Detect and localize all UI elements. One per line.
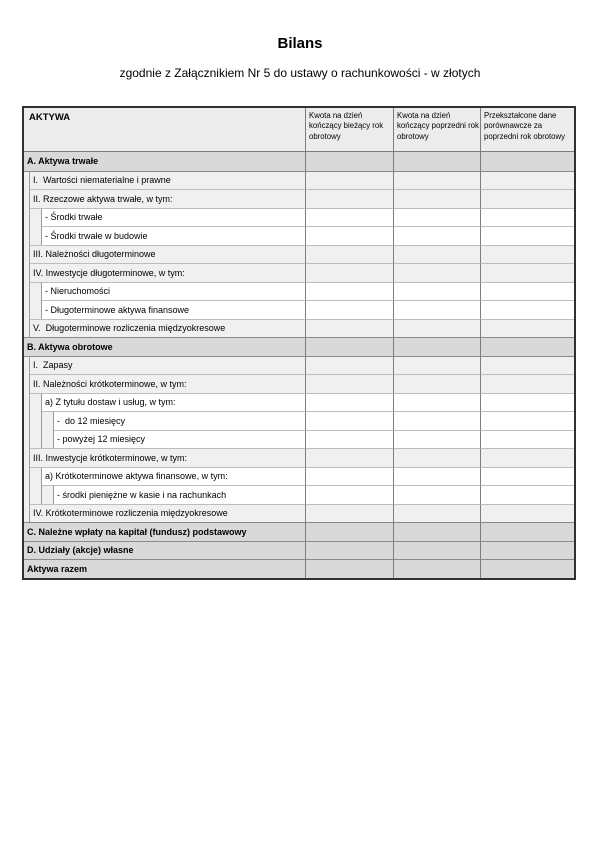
document-title: Bilans	[277, 35, 323, 52]
table-row	[24, 448, 574, 467]
amount-cell-restated[interactable]	[480, 300, 574, 319]
table-row	[24, 559, 574, 578]
table-row	[24, 485, 574, 504]
amount-cell-current[interactable]	[305, 171, 393, 190]
table-row	[24, 245, 574, 264]
amount-cell-previous[interactable]	[393, 319, 480, 338]
indent-gutter	[42, 411, 54, 430]
amount-cell-current[interactable]	[305, 356, 393, 375]
amount-cell-previous[interactable]	[393, 393, 480, 412]
row-label: IV. Krótkoterminowe rozliczenia międzyokresowe	[30, 504, 305, 523]
amount-cell-previous[interactable]	[393, 374, 480, 393]
amount-cell-previous[interactable]	[393, 245, 480, 264]
table-row	[24, 411, 574, 430]
table-header-row	[24, 108, 574, 152]
amount-cell-previous[interactable]	[393, 152, 480, 171]
table-row	[24, 263, 574, 282]
amount-cell-previous[interactable]	[393, 411, 480, 430]
row-label: - Długoterminowe aktywa finansowe	[42, 300, 305, 319]
amount-cell-current[interactable]	[305, 319, 393, 338]
table-body	[24, 152, 574, 578]
amount-cell-previous[interactable]	[393, 189, 480, 208]
indent-gutter	[30, 226, 42, 245]
amount-cell-restated[interactable]	[480, 189, 574, 208]
amount-cell-current[interactable]	[305, 448, 393, 467]
amount-cell-restated[interactable]	[480, 411, 574, 430]
amount-cell-restated[interactable]	[480, 226, 574, 245]
amount-cell-restated[interactable]	[480, 208, 574, 227]
table-row	[24, 171, 574, 190]
amount-cell-restated[interactable]	[480, 356, 574, 375]
table-row	[24, 356, 574, 375]
column-header-current-year: Kwota na dzień kończący bieżący rok obrotowy	[305, 108, 393, 151]
amount-cell-current[interactable]	[305, 541, 393, 560]
indent-gutter	[42, 485, 54, 504]
amount-cell-previous[interactable]	[393, 208, 480, 227]
indent-gutter	[30, 411, 42, 430]
amount-cell-restated[interactable]	[480, 245, 574, 264]
amount-cell-current[interactable]	[305, 522, 393, 541]
table-row	[24, 337, 574, 356]
row-label: - powyżej 12 miesięcy	[54, 430, 305, 449]
table-row	[24, 393, 574, 412]
amount-cell-previous[interactable]	[393, 541, 480, 560]
amount-cell-restated[interactable]	[480, 152, 574, 171]
amount-cell-previous[interactable]	[393, 300, 480, 319]
amount-cell-current[interactable]	[305, 337, 393, 356]
column-header-restated-data: Przekształcone dane porównawcze za poprzedni rok obrotowy	[480, 108, 574, 151]
row-label: I. Zapasy	[30, 356, 305, 375]
amount-cell-previous[interactable]	[393, 522, 480, 541]
amount-cell-previous[interactable]	[393, 504, 480, 523]
amount-cell-restated[interactable]	[480, 541, 574, 560]
table-row	[24, 522, 574, 541]
row-label: C. Należne wpłaty na kapitał (fundusz) podstawowy	[24, 522, 305, 541]
amount-cell-current[interactable]	[305, 226, 393, 245]
row-label: II. Rzeczowe aktywa trwałe, w tym:	[30, 189, 305, 208]
amount-cell-current[interactable]	[305, 559, 393, 578]
amount-cell-restated[interactable]	[480, 485, 574, 504]
amount-cell-restated[interactable]	[480, 504, 574, 523]
amount-cell-current[interactable]	[305, 245, 393, 264]
amount-cell-restated[interactable]	[480, 430, 574, 449]
row-label: II. Należności krótkoterminowe, w tym:	[30, 374, 305, 393]
amount-cell-previous[interactable]	[393, 171, 480, 190]
indent-gutter	[42, 430, 54, 449]
amount-cell-current[interactable]	[305, 189, 393, 208]
row-label: - do 12 miesięcy	[54, 411, 305, 430]
table-row	[24, 189, 574, 208]
amount-cell-current[interactable]	[305, 300, 393, 319]
row-label: III. Inwestycje krótkoterminowe, w tym:	[30, 448, 305, 467]
table-row	[24, 319, 574, 338]
table-row	[24, 226, 574, 245]
balance-sheet-table	[22, 106, 576, 580]
row-label: - środki pieniężne w kasie i na rachunkach	[54, 485, 305, 504]
amount-cell-restated[interactable]	[480, 171, 574, 190]
amount-cell-restated[interactable]	[480, 337, 574, 356]
row-label: - Nieruchomości	[42, 282, 305, 301]
amount-cell-previous[interactable]	[393, 467, 480, 486]
row-label: A. Aktywa trwałe	[24, 152, 305, 171]
indent-gutter	[30, 282, 42, 301]
table-row	[24, 152, 574, 171]
row-label: - Środki trwałe	[42, 208, 305, 227]
table-row	[24, 374, 574, 393]
row-label: D. Udziały (akcje) własne	[24, 541, 305, 560]
amount-cell-current[interactable]	[305, 504, 393, 523]
amount-cell-current[interactable]	[305, 374, 393, 393]
amount-cell-previous[interactable]	[393, 356, 480, 375]
amount-cell-restated[interactable]	[480, 467, 574, 486]
amount-cell-current[interactable]	[305, 152, 393, 171]
table-row	[24, 504, 574, 523]
amount-cell-current[interactable]	[305, 263, 393, 282]
amount-cell-restated[interactable]	[480, 559, 574, 578]
amount-cell-current[interactable]	[305, 430, 393, 449]
row-label: - Środki trwałe w budowie	[42, 226, 305, 245]
table-row	[24, 467, 574, 486]
row-label: B. Aktywa obrotowe	[24, 337, 305, 356]
amount-cell-previous[interactable]	[393, 337, 480, 356]
table-row	[24, 541, 574, 560]
document-subtitle: zgodnie z Załącznikiem Nr 5 do ustawy o rachunkowości - w złotych	[119, 66, 481, 80]
amount-cell-current[interactable]	[305, 393, 393, 412]
indent-gutter	[30, 208, 42, 227]
indent-gutter	[30, 430, 42, 449]
column-header-aktywa: AKTYWA	[29, 112, 71, 123]
row-label: III. Należności długoterminowe	[30, 245, 305, 264]
amount-cell-previous[interactable]	[393, 226, 480, 245]
amount-cell-restated[interactable]	[480, 319, 574, 338]
amount-cell-previous[interactable]	[393, 263, 480, 282]
amount-cell-previous[interactable]	[393, 559, 480, 578]
amount-cell-current[interactable]	[305, 467, 393, 486]
row-label: Aktywa razem	[24, 559, 305, 578]
row-label: I. Wartości niematerialne i prawne	[30, 171, 305, 190]
amount-cell-restated[interactable]	[480, 282, 574, 301]
table-row	[24, 300, 574, 319]
row-label: a) Krótkoterminowe aktywa finansowe, w tym:	[42, 467, 305, 486]
indent-gutter	[30, 393, 42, 412]
amount-cell-restated[interactable]	[480, 374, 574, 393]
indent-gutter	[30, 485, 42, 504]
amount-cell-previous[interactable]	[393, 448, 480, 467]
indent-gutter	[30, 467, 42, 486]
amount-cell-current[interactable]	[305, 282, 393, 301]
amount-cell-current[interactable]	[305, 411, 393, 430]
table-row	[24, 282, 574, 301]
amount-cell-current[interactable]	[305, 208, 393, 227]
amount-cell-previous[interactable]	[393, 430, 480, 449]
row-label: a) Z tytułu dostaw i usług, w tym:	[42, 393, 305, 412]
amount-cell-restated[interactable]	[480, 393, 574, 412]
amount-cell-restated[interactable]	[480, 263, 574, 282]
amount-cell-previous[interactable]	[393, 485, 480, 504]
amount-cell-restated[interactable]	[480, 448, 574, 467]
amount-cell-previous[interactable]	[393, 282, 480, 301]
row-label: V. Długoterminowe rozliczenia międzyokresowe	[30, 319, 305, 338]
amount-cell-restated[interactable]	[480, 522, 574, 541]
table-row	[24, 430, 574, 449]
row-label: IV. Inwestycje długoterminowe, w tym:	[30, 263, 305, 282]
table-row	[24, 208, 574, 227]
column-header-previous-year: Kwota na dzień kończący poprzedni rok obrotowy	[393, 108, 480, 151]
amount-cell-current[interactable]	[305, 485, 393, 504]
indent-gutter	[30, 300, 42, 319]
